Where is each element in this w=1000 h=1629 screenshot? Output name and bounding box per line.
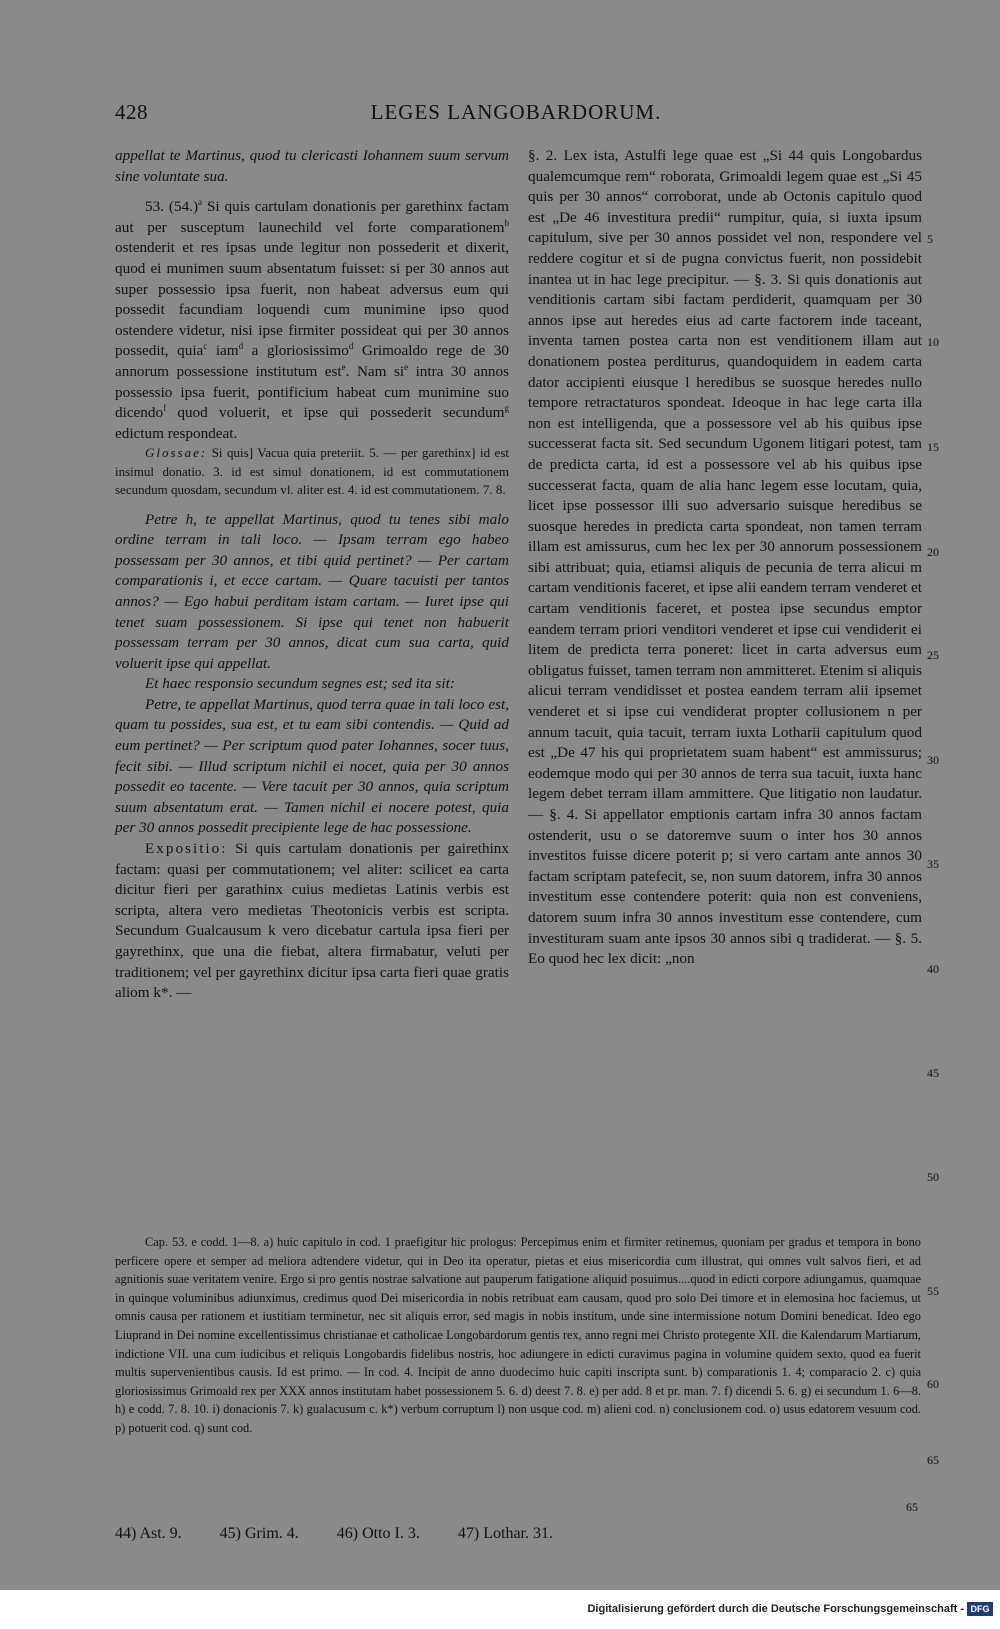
expositio: Expositio: Si quis cartulam donationis per gairethinx factam: quasi per commutationem; vel aliter: scilicet ea carta dicitur fieri per garathinx cuius medietas Latinis verbis est scripta, altera vero medietas Theotonicis verbis est scripta. Secundum Gualcausum k vero dicebatur cartula ipsa fieri per gayrethinx, que una die fiebat, altera firmabatur, veluti per traditionem; vel per gayrethinx dicitur ipsa carta fieri quae gratis aliom k*. — [115, 840, 509, 1002]
responsio-note: Et haec responsio secundum segnes est; sed ita sit: [145, 675, 455, 693]
left-paragraph-1: appellat te Martinus, quod tu clericasti Iohannem suum servum sine voluntate sua. [115, 147, 509, 185]
reference-44: 44) Ast. 9. [115, 1525, 182, 1542]
formula-2: Petre, te appellat Martinus, quod terra quae in tali loco est, quam tu possides, sua est, et tu eam sibi contendis. — Quid ad eum pertinet? — Per scriptum quod pater Iohannes, socer tuus, fecit sibi. — Illud scriptum nichil ei nocet, quia per 30 annos possedit eo tacente. — Vere tacuit per 30 annos, quia scriptum suum absentatum erat. — Tamen nichil ei nocere potest, quia per 30 annos possedit precipiente lege de hac possessione. [115, 695, 509, 837]
line-number: 15 [927, 440, 939, 454]
line-numbers [927, 0, 957, 1467]
line-number: 60 [927, 1377, 939, 1391]
line-number: 65 [927, 1453, 939, 1467]
left-column [115, 146, 509, 1004]
dfg-logo[interactable]: DFG [967, 1602, 993, 1616]
formula-1: Petre h, te appellat Martinus, quod tu tenes sibi malo ordine terram in tali loco. — Ipsam terram ego habeo possessam per 30 annos, et tibi quid pertinet? — Per cartam comparationis i, et ecce cartam. — Quare tacuisti per tantos annos? — Ego habui perditam istam cartam. — Iuret ipse qui tenet suam possessionem. Si ipse qui tenet non habuerit possessam terram per 30 annos, dicat cum sua carta, quid voluerit ipse qui appellat. [115, 510, 509, 672]
chapter-53-text: 53. $(54.)^a$ Si quis cartulam donationis per garethinx factam aut per susceptum launechild vel forte comparationem$^b$ ostenderit et res ipsas unde legitur non possederit et dixerit, quod ei munimen suum absentatum fuisset: si per 30 annos aut super possessio ipsa fuerit, non habeat adversus eum qui possedit facundiam loquendi cum munimine ipso quod ostendere videtur, nisi ipse firmiter possideat qui per 30 annos possedit, quia$^c$ iam$^d$ a gloriosissimo$^d$ Grimoaldo rege de 30 annorum possessione institutum est$^e$. Nam $si^e$ intra 30 annos possessio ipsa fuerit, pontificium habeat cum munimine suo dicendo$^f$ quod voluerit, et ipse qui possederit secundum$^g$ edictum respondeat. [115, 197, 510, 442]
reference-46: 46) Otto I. 3. [336, 1525, 420, 1542]
right-column [528, 146, 922, 970]
funding-text: Digitalisierung gefördert durch die Deutsche Forschungsgemeinschaft - [587, 1603, 964, 1615]
line-number: 25 [927, 648, 939, 662]
footer-bar [0, 1590, 1000, 1629]
reference-45: 45) Grim. 4. [219, 1525, 299, 1542]
footnote-text: Cap. 53. e codd. 1—8. a) huic capitulo in cod. 1 praefigitur hic prologus: Percepimus enim et firmiter retinemus, quoniam per gradus et tempora in bono perficere opere et semper ad meliora adtendere videtur, qui in Deo ita operatur, pietas et eius misericordia cum illustrat, qui omnes vult salvos fieri, et ad agnitionis suae veritatem venire. Ergo si pro gentis nostrae salvatione aut pauperum fatigatione aliquid posuimus....quod in edicti corpore adiungamus, quamquae in quinque voluminibus adiunximus, credimus quod Dei misericordia in nobis retribuat eam causam, quod pro solo Dei timore et in elemosina hoc faciemus, ut omnis causa per rationem et iustitiam terminetur, nec sit aliquis error, sed magis in nobis institum, unde sine intermissione notum Domini benedicat. Ideo ego Liuprand in Dei nomine excellentissimus christianae et catholicae Longobardorum gentis rex, anno regni mei Christo protegente XII. die Kalendarum Martiarum, indictione VII. una cum iudicibus et reliquis Longobardis fidelibus nostris, hoc adiungere in edicti curavimus pagina in volumine quidem sexto, quod ea fuerit multis supervenientibus causis. Id est primo. — In cod. 4. Incipit de anno duodecimo huic capiti inscripta sunt. b) comparationis 1. 4; comparacio 2. c) quia gloriosissimus Grimoald rex per XXX annos institutam habet possessionem 5. 6. d) deest 7. 8. e) per add. 8 et pr. man. 7. f) dicendi 5. 6. g) ei secundum 1. 6—8. h) e codd. 7. 8. 10. i) donacionis 7. k) gualacusum c. k*) verbum corruptum l) non usque cod. m) alieni cod. n) conclusionem cod. o) usus edatorem vesuum cod. p) potuerit cod. q) sunt cod. [115, 1235, 921, 1435]
page-number: 428 [115, 100, 148, 124]
right-paragraph: §. 2. Lex ista, Astulfi lege quae est „Si 44 quis Longobardus qualemcumque rem“ roborata, Grimoaldi legem quae est „Si 45 quis per 30 annos“ corroborat, unde ab Octonis capitulo quod est „De 46 investitura predii“ rumpitur, quia, si iuxta ipsum capitulum, sive per 30 annos possidet vel non, respondere vel reddere cogitur et si de pugna convictus fuerit, non possidebit inantea ut in hac lege precipitur. — §. 3. Si quis donationis aut venditionis cartam sibi factam perdiderit, quamquam per 30 annos ipse aut heredes eius ad carte factorem inde taceant, inventa tamen postea carta non est venditionem illam aut donationem postea perditurus, quandoquidem in eadem carta dator accipienti eiusque l heredibus se suosque heredes nullo tempore retractaturos spondeat. Ideoque in hac lege carta illa non est intelligenda, que a possessore vel ab his quibus ipse successerat facta sit. Sed secundum Ugonem litigari potest, tam de predicta carta, id est a possessore vel ab his quibus ipse successerat facta, quam de alia hanc legem esse locutam, quia, licet ipse possessor illi suo adversario suisque heredibus se suosque heredes in predicta carta spondeat, non tamen terram illam est amissurus, cum hec lex per 30 annorum possessionem sibi attribuat; quia, etiamsi aliquis de pecunia de terra alicui m cartam venditionis faceret, et ipse alii eandem terram venderet et cartam venditionis faceret, et postea ipse secundus emptor eandem terram priori venditori venderet et ipse cui vendiderit ei litem de predicta terra poneret: licet in carta adversus eum obligatus fuisset, tamen terram non ammitteret. Etenim si aliquis alicui terram vendidisset et postea eandem terram alii ipsemet venderet et si ipse cui vendiderat propter collusionem n per annum tacuit, quia tacuit, terram iuxta Lotharii capitulum quod est „De 47 his qui proprietatem suam habent“ est ammissurus; eodemque modo qui per 30 annos de terra sua tacuit, iuxta hanc legem debet terram illam ammittere. Que litigatio non laudatur. — §. 4. Si appellator emptionis cartam infra 30 annos factam ostenderit, usu o se datoremve suum o inter hos 30 annos investitos fuisse dicere poterit p; si vero cartam ante annos 30 factam scriptam patefecit, se, non suum datorem, infra 30 annos investitum esse contendere poterit: quia non est conveniens, datorem suum infra 30 annos investitum esse contendere, cum investituram suam ante ipsos 30 annos sibi q tradiderat. — §. 5. Eo quod hec lex dicit: „non [528, 147, 922, 968]
page-header [115, 100, 917, 130]
reference-47: 47) Lothar. 31. [457, 1525, 553, 1542]
line-number: 20 [927, 545, 939, 559]
signature-mark: 65 [906, 1500, 918, 1514]
line-number: 5 [927, 232, 933, 246]
line-number: 30 [927, 753, 939, 767]
line-number: 50 [927, 1170, 939, 1184]
line-number: 10 [927, 335, 939, 349]
line-number: 40 [927, 962, 939, 976]
line-number: 55 [927, 1284, 939, 1298]
line-number: 45 [927, 1066, 939, 1080]
glossae: Glossae: Si quis] Vacua quia preteriit. 5. — per garethinx] id est insimul donatio. 3. id est simul donationem, id est commutationem secundum quosdam, secundum vl. aliter est. 4. id est commutationem. 7. 8. [115, 445, 509, 498]
references [115, 1525, 917, 1543]
footnotes [115, 1233, 921, 1438]
running-title: LEGES LANGOBARDORUM. [370, 100, 662, 124]
line-number: 35 [927, 857, 939, 871]
